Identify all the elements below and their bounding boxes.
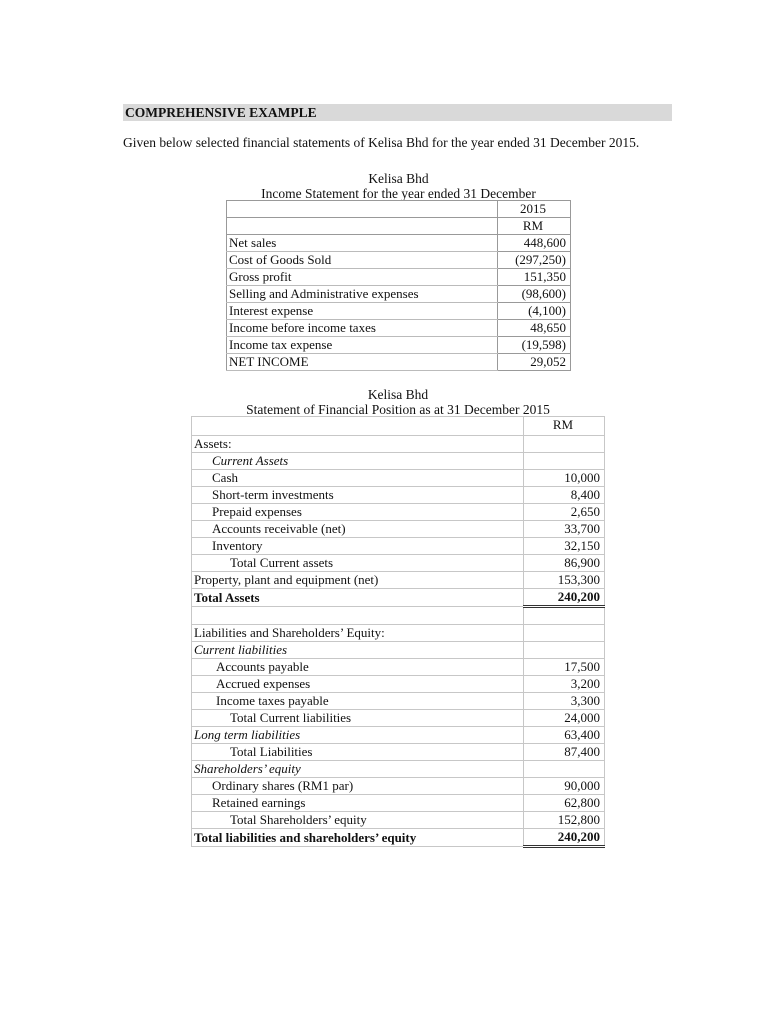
row-value: 240,200 (524, 589, 605, 607)
table-row (192, 589, 605, 607)
table-row (192, 676, 605, 693)
table-row (227, 269, 571, 286)
row-label: Ordinary shares (RM1 par) (192, 778, 524, 795)
row-label: Total liabilities and shareholders’ equity (192, 829, 524, 847)
header-blank (227, 218, 498, 235)
row-label: Interest expense (227, 303, 498, 320)
empty-cell (524, 453, 605, 470)
row-value: 240,200 (524, 829, 605, 847)
year-header: 2015 (498, 201, 571, 218)
row-label: Selling and Administrative expenses (227, 286, 498, 303)
table-row (192, 555, 605, 572)
row-value: 153,300 (524, 572, 605, 589)
spacer-cell (524, 607, 605, 625)
intro-paragraph: Given below selected financial statements of Kelisa Bhd for the year ended 31 December 2015. (123, 135, 640, 150)
header-blank (227, 201, 498, 218)
row-label: Net sales (227, 235, 498, 252)
row-value: (98,600) (498, 286, 571, 303)
currency-header: RM (524, 417, 605, 436)
row-label: Total Shareholders’ equity (192, 812, 524, 829)
currency-header: RM (498, 218, 571, 235)
row-value: 33,700 (524, 521, 605, 538)
equity-label: Shareholders’ equity (192, 761, 524, 778)
table-row (192, 693, 605, 710)
row-label: Total Liabilities (192, 744, 524, 761)
table-row (192, 625, 605, 642)
row-label: Total Current assets (192, 555, 524, 572)
row-label: Income taxes payable (192, 693, 524, 710)
income-statement-title: Income Statement for the year ended 31 December (261, 186, 536, 201)
row-label: Accounts payable (192, 659, 524, 676)
row-value: 62,800 (524, 795, 605, 812)
table-row (192, 829, 605, 847)
income-statement-company: Kelisa Bhd (368, 171, 429, 186)
row-label: Property, plant and equipment (net) (192, 572, 524, 589)
row-value: 48,650 (498, 320, 571, 337)
table-row (192, 470, 605, 487)
current-liabilities-label: Current liabilities (192, 642, 524, 659)
assets-label: Assets: (192, 436, 524, 453)
row-value: 87,400 (524, 744, 605, 761)
table-row (192, 744, 605, 761)
table-row (192, 761, 605, 778)
table-row (192, 487, 605, 504)
table-row (192, 812, 605, 829)
row-value: 63,400 (524, 727, 605, 744)
row-label: Income tax expense (227, 337, 498, 354)
section-heading: COMPREHENSIVE EXAMPLE (123, 104, 672, 121)
table-row (227, 354, 571, 371)
table-row (192, 572, 605, 589)
table-row (192, 521, 605, 538)
row-label: Accrued expenses (192, 676, 524, 693)
row-value: 448,600 (498, 235, 571, 252)
row-value: 86,900 (524, 555, 605, 572)
row-value: 17,500 (524, 659, 605, 676)
table-row (227, 286, 571, 303)
table-row (227, 337, 571, 354)
row-label: Income before income taxes (227, 320, 498, 337)
table-row (192, 436, 605, 453)
header-blank (192, 417, 524, 436)
table-row (227, 303, 571, 320)
row-label: NET INCOME (227, 354, 498, 371)
row-value: 24,000 (524, 710, 605, 727)
balance-sheet-table (191, 416, 605, 848)
row-value: 151,350 (498, 269, 571, 286)
table-row (192, 778, 605, 795)
empty-cell (524, 642, 605, 659)
table-row (192, 538, 605, 555)
row-label: Gross profit (227, 269, 498, 286)
table-row (192, 504, 605, 521)
income-statement-table (226, 200, 571, 371)
table-row (227, 235, 571, 252)
row-value: (19,598) (498, 337, 571, 354)
table-row (192, 795, 605, 812)
row-value: 3,300 (524, 693, 605, 710)
row-label: Short-term investments (192, 487, 524, 504)
empty-cell (524, 625, 605, 642)
row-value: 32,150 (524, 538, 605, 555)
row-value: (4,100) (498, 303, 571, 320)
spacer-cell (192, 607, 524, 625)
row-label: Retained earnings (192, 795, 524, 812)
row-value: 3,200 (524, 676, 605, 693)
row-value: 10,000 (524, 470, 605, 487)
liab-equity-label: Liabilities and Shareholders’ Equity: (192, 625, 524, 642)
row-label: Long term liabilities (192, 727, 524, 744)
row-value: 29,052 (498, 354, 571, 371)
row-label: Prepaid expenses (192, 504, 524, 521)
row-value: (297,250) (498, 252, 571, 269)
row-label: Total Current liabilities (192, 710, 524, 727)
table-row (192, 642, 605, 659)
balance-sheet-title: Statement of Financial Position as at 31 December 2015 (246, 402, 550, 417)
table-row (192, 659, 605, 676)
table-row (227, 320, 571, 337)
row-label: Accounts receivable (net) (192, 521, 524, 538)
row-value: 8,400 (524, 487, 605, 504)
row-label: Cash (192, 470, 524, 487)
empty-cell (524, 436, 605, 453)
table-row (192, 710, 605, 727)
row-value: 2,650 (524, 504, 605, 521)
balance-sheet-company: Kelisa Bhd (367, 387, 429, 402)
row-label: Cost of Goods Sold (227, 252, 498, 269)
current-assets-label: Current Assets (192, 453, 524, 470)
empty-cell (524, 761, 605, 778)
table-row (227, 252, 571, 269)
table-row (192, 727, 605, 744)
row-value: 152,800 (524, 812, 605, 829)
row-value: 90,000 (524, 778, 605, 795)
row-label: Total Assets (192, 589, 524, 607)
table-row (192, 453, 605, 470)
row-label: Inventory (192, 538, 524, 555)
